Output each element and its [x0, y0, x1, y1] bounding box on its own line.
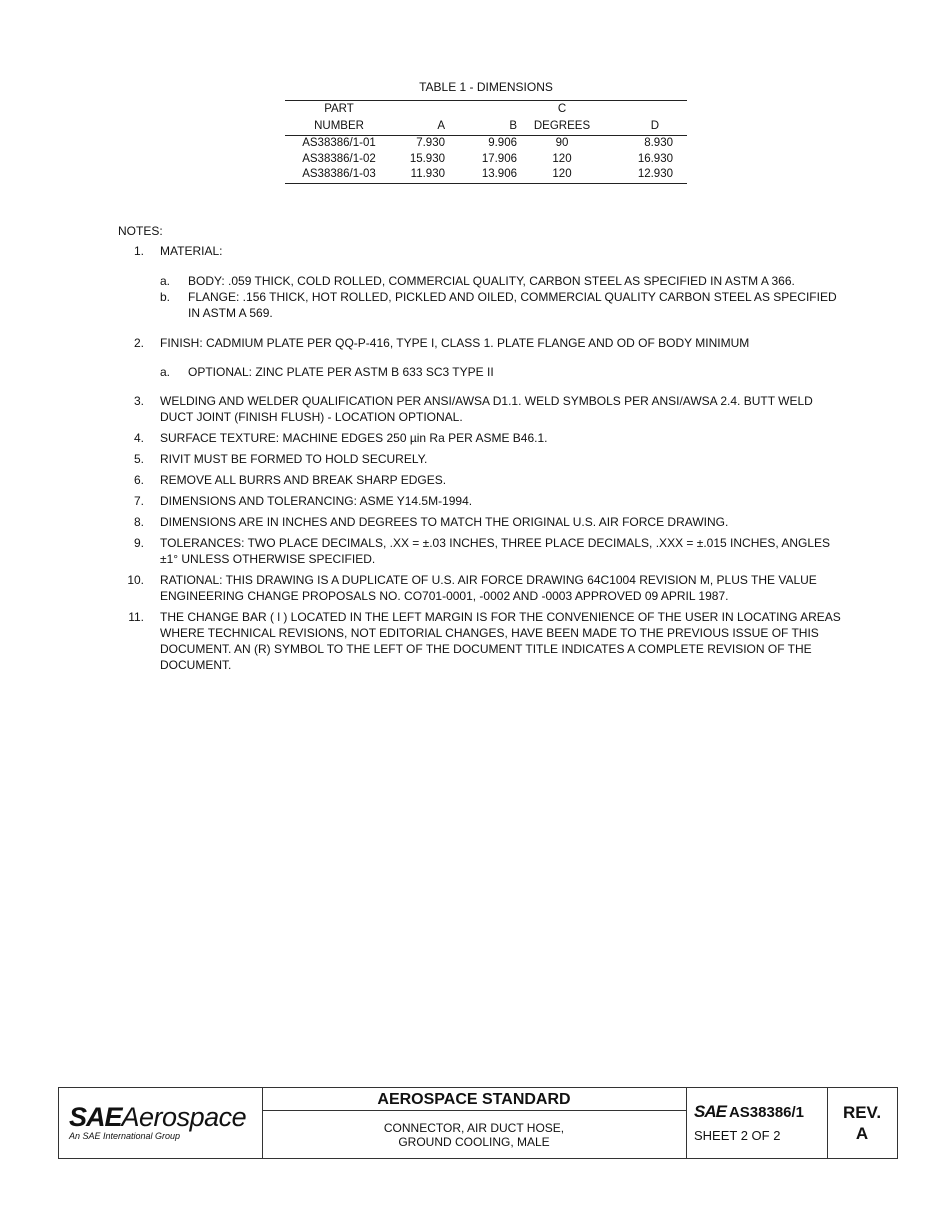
- dimensions-table: [285, 100, 687, 184]
- cell-d: 12.930: [607, 167, 687, 183]
- subitem-text: FLANGE: .156 THICK, HOT ROLLED, PICKLED AND OILED, COMMERCIAL QUALITY CARBON STEEL AS SPECIFIED IN ASTM A 569.: [188, 290, 837, 320]
- cell-b: 17.906: [481, 152, 517, 165]
- note-number: 3.: [133, 394, 144, 408]
- table-row: [285, 152, 687, 168]
- note-number: 1.: [133, 244, 144, 258]
- revision-label: REV.: [842, 1103, 882, 1122]
- note-text: WELDING AND WELDER QUALIFICATION PER ANSI/AWSA D1.1. WELD SYMBOLS PER ANSI/AWSA 2.4. BUTT WELD DUCT JOINT (FINISH FLUSH) - LOCATION OPTIONAL.: [160, 394, 813, 424]
- note-sublist: [160, 273, 848, 321]
- standard-type: AEROSPACE STANDARD: [262, 1088, 686, 1111]
- subitem-letter: a.: [160, 365, 171, 379]
- table-row: [285, 167, 687, 183]
- cell-part: AS38386/1-01: [302, 137, 376, 149]
- note-text: SURFACE TEXTURE: MACHINE EDGES 250 µin Ra PER ASME B46.1.: [160, 431, 548, 445]
- table-row: [285, 136, 687, 152]
- cell-part: AS38386/1-02: [302, 152, 376, 165]
- sae-mini-logo: SAE: [694, 1102, 726, 1121]
- note-text: RATIONAL: THIS DRAWING IS A DUPLICATE OF U.S. AIR FORCE DRAWING 64C1004 REVISION M, PLUS THE VALUE ENGINEERING CHANGE PROPOSALS NO. CO701-0001, -0002 AND -0003 APPROVED 09 APRIL 1987.: [160, 573, 817, 603]
- note-item: [118, 472, 848, 488]
- subitem-letter: a.: [160, 274, 171, 288]
- cell-c: 120: [552, 152, 572, 165]
- note-number: 2.: [133, 336, 144, 350]
- note-subitem: [160, 364, 848, 380]
- note-number: 11.: [128, 610, 144, 624]
- header-c-line1: C: [517, 101, 607, 119]
- note-text: TOLERANCES: TWO PLACE DECIMALS, .XX = ±.03 INCHES, THREE PLACE DECIMALS, .XXX = ±.015 INCHES, ANGLES ±1° UNLESS OTHERWISE SPECIFIED.: [160, 536, 831, 566]
- note-item: [118, 430, 848, 446]
- subitem-text: BODY: .059 THICK, COLD ROLLED, COMMERCIAL QUALITY, CARBON STEEL AS SPECIFIED IN ASTM A 366.: [188, 274, 795, 288]
- note-item: [118, 243, 848, 321]
- cell-c: 120: [517, 167, 607, 183]
- cell-part: AS38386/1-03: [285, 167, 393, 183]
- cell-a: 7.930: [416, 137, 445, 149]
- document-number: AS38386/1: [728, 1104, 805, 1121]
- note-item: [118, 493, 848, 509]
- title-center-cell: [262, 1088, 687, 1158]
- note-text: RIVIT MUST BE FORMED TO HOLD SECURELY.: [160, 452, 428, 466]
- note-subitem: [160, 273, 848, 289]
- description-line1: CONNECTOR, AIR DUCT HOSE,: [383, 1121, 565, 1135]
- note-item: [118, 514, 848, 530]
- note-text: MATERIAL:: [160, 244, 223, 258]
- cell-d: 16.930: [637, 152, 673, 165]
- revision-value: A: [855, 1124, 869, 1143]
- notes-heading: NOTES:: [118, 224, 163, 238]
- cell-d: 8.930: [644, 137, 673, 149]
- note-number: 5.: [133, 452, 144, 466]
- note-number: 7.: [133, 494, 144, 508]
- dimensions-table-section: [285, 80, 687, 184]
- note-number: 10.: [127, 573, 144, 587]
- notes-section: [118, 223, 848, 678]
- note-text: DIMENSIONS ARE IN INCHES AND DEGREES TO MATCH THE ORIGINAL U.S. AIR FORCE DRAWING.: [160, 515, 729, 529]
- cell-b: 9.906: [488, 137, 517, 149]
- header-part-line1: PART: [285, 101, 393, 119]
- note-text: THE CHANGE BAR ( l ) LOCATED IN THE LEFT MARGIN IS FOR THE CONVENIENCE OF THE USER IN LOCATING AREAS WHERE TECHNICAL REVISIONS, NOT EDITORIAL CHANGES, HAVE BEEN MADE TO THE PREVIOUS ISSUE OF THIS DOCUMENT. AN (R) SYMBOL TO THE LEFT OF THE DOCUMENT TITLE INDICATES A COMPLETE REVISION OF THE DOCUMENT.: [160, 610, 841, 672]
- note-item: [118, 572, 848, 604]
- note-number: 4.: [133, 431, 144, 445]
- logo-sae-text: SAE: [69, 1102, 122, 1132]
- cell-a: 15.930: [409, 152, 445, 165]
- note-number: 6.: [133, 473, 144, 487]
- header-a: A: [393, 118, 445, 136]
- note-text: FINISH: CADMIUM PLATE PER QQ-P-416, TYPE I, CLASS 1. PLATE FLANGE AND OD OF BODY MINIMUM: [160, 336, 750, 350]
- note-item: [118, 451, 848, 467]
- note-subitem: [160, 289, 848, 321]
- header-part-line2: NUMBER: [285, 118, 393, 136]
- description-line2: GROUND COOLING, MALE: [398, 1135, 550, 1149]
- logo-tagline: An SAE International Group: [69, 1131, 181, 1141]
- note-sublist: [160, 364, 848, 380]
- sheet-number: SHEET 2 OF 2: [694, 1128, 781, 1143]
- subitem-letter: b.: [160, 290, 171, 304]
- note-text: REMOVE ALL BURRS AND BREAK SHARP EDGES.: [160, 473, 447, 487]
- note-text: DIMENSIONS AND TOLERANCING: ASME Y14.5M-1994.: [160, 494, 473, 508]
- title-block: [58, 1087, 898, 1159]
- note-item: [118, 609, 848, 673]
- cell-c: 90: [555, 137, 569, 149]
- document-description: [262, 1111, 686, 1149]
- note-number: 8.: [133, 515, 144, 529]
- header-c-line2: DEGREES: [517, 118, 607, 136]
- note-number: 9.: [133, 536, 144, 550]
- header-b: B: [445, 118, 517, 136]
- cell-b: 13.906: [445, 167, 517, 183]
- table-title: TABLE 1 - DIMENSIONS: [419, 80, 553, 94]
- subitem-text: OPTIONAL: ZINC PLATE PER ASTM B 633 SC3 TYPE II: [188, 365, 494, 379]
- logo-aerospace-text: Aerospace: [121, 1102, 247, 1132]
- cell-a: 11.930: [393, 167, 445, 183]
- note-item: [118, 335, 848, 380]
- header-d: D: [607, 118, 687, 136]
- revision-cell: [827, 1088, 897, 1158]
- document-number-cell: [686, 1088, 828, 1158]
- note-item: [118, 535, 848, 567]
- sae-aerospace-logo: [59, 1088, 263, 1158]
- note-item: [118, 393, 848, 425]
